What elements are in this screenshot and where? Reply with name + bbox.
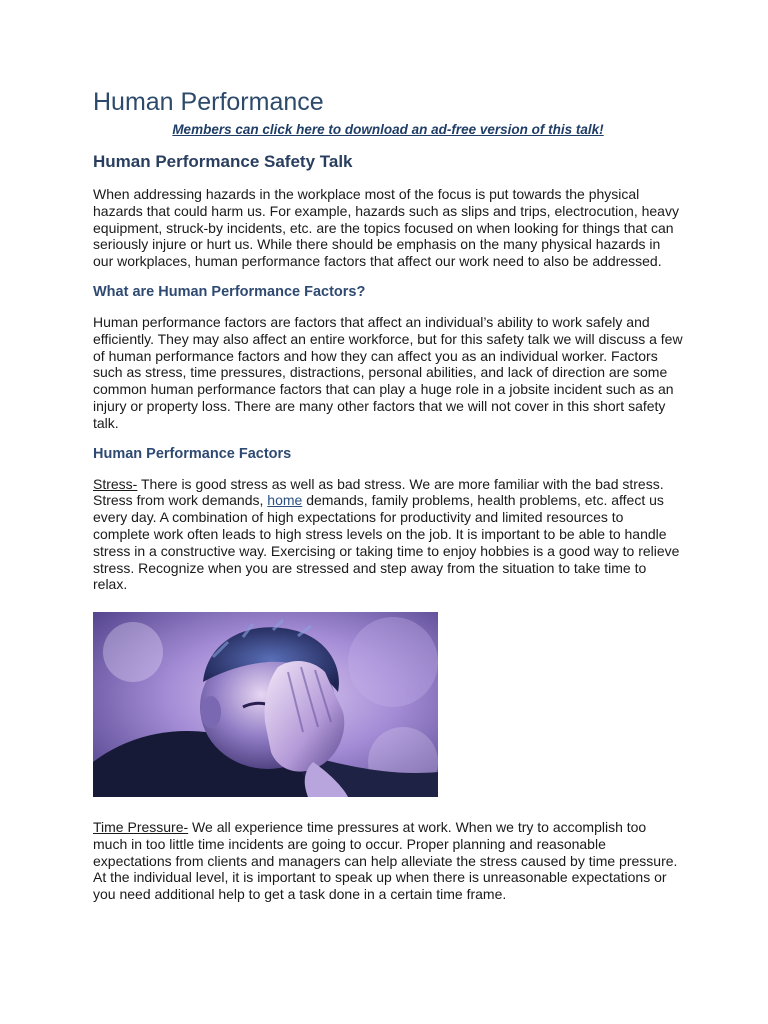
intro-paragraph: When addressing hazards in the workplace most of the focus is put towards the physical hazards that could harm us. For example, hazards such as slips and trips, electrocution, heavy equipment, struck-by incidents, etc. are the topics focused on when looking for things that can seriously injure or hurt us. While there should be emphasis on the many physical hazards in our workplaces, human performance factors that affect our work need to also be addressed. [93, 186, 679, 270]
factors-definition-paragraph: Human performance factors are factors that affect an individual’s ability to work safely and efficiently. They may also affect an entire workforce, but for this safety talk we will discuss a few of human performance factors and how they can affect you as an individual worker. Factors such as stress, time pressures, distractions, personal abilities, and lack of direction are some common human performance factors that can play a huge role in a jobsite incident such as an injury or property loss. There are many other factors that we will not cover in this short safety talk. [93, 313, 683, 431]
home-link[interactable]: home [267, 492, 303, 509]
section-heading-what-are: What are Human Performance Factors? [93, 283, 366, 300]
document-page [93, 86, 683, 593]
stressed-man-photo [93, 612, 438, 797]
time-pressure-label: Time Pressure- [93, 819, 189, 835]
talk-title: Human Performance Safety Talk [93, 152, 353, 171]
stress-label: Stress- [93, 475, 138, 492]
section-heading-factors: Human Performance Factors [93, 445, 292, 462]
page-title: Human Performance [93, 88, 324, 116]
stress-paragraph [93, 476, 683, 594]
stress-text-after: demands, family problems, health problems, etc. affect us every day. A combination of high expectations for productivity and limited resources to complete work often leads to high stress levels on the job. It is important to be able to handle stress in a constructive way. Exercising or taking time to enjoy hobbies is a good way to relieve stress. Recognize when you are stressed and step away from the situation to take time to relax. [93, 492, 680, 593]
stress-text-before: There is good stress as well as bad stress. We are more familiar with the bad stress. Stress from work demands, [93, 475, 664, 509]
time-pressure-text: We all experience time pressures at work. When we try to accomplish too much in too little time incidents are going to occur. Proper planning and reasonable expectations from clients and managers can help alleviate the stress caused by time pressure. At the individual level, it is important to speak up when there is unreasonable expectations or you need additional help to get a task done in a certain time frame. [93, 819, 678, 903]
document-page-continued [93, 810, 683, 903]
time-pressure-paragraph [93, 819, 683, 903]
members-download-link[interactable]: Members can click here to download an ad-free version of this talk! [172, 122, 604, 137]
